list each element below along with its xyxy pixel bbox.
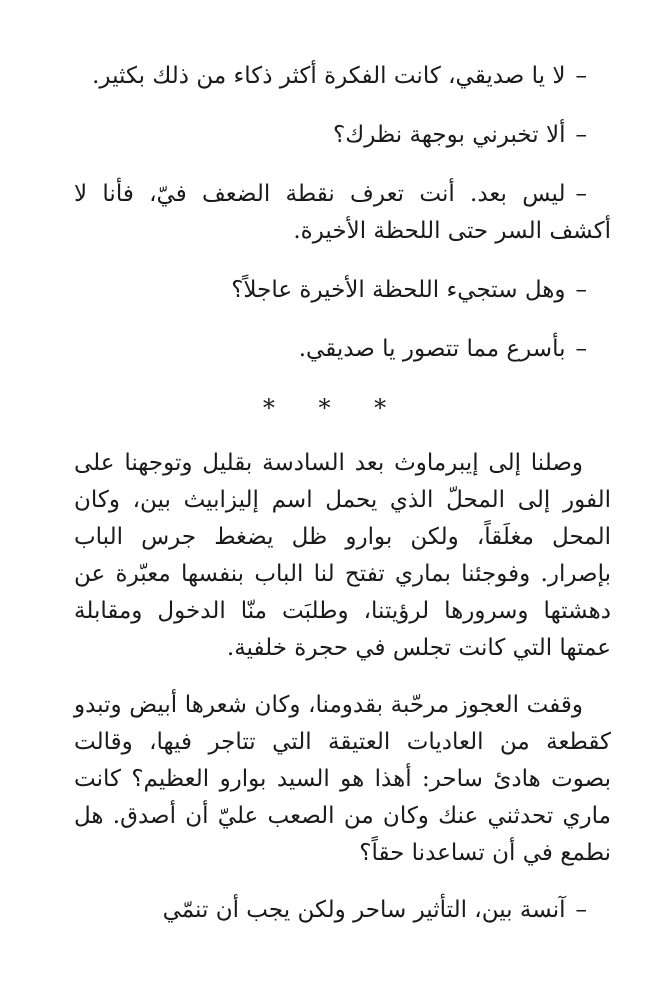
section-separator: * * * [262, 394, 405, 422]
paragraph-1: وصلنا إلى إيبرماوث بعد السادسة بقليل وتوجهنا على الفور إلى المحلّ الذي يحمل اسم إليزابيث بين، وكان المحل مغلَقاً، ولكن بوارو ظل يضغط جرس الباب بإصرار. وفوجئنا بماري تفتح لنا الباب بنفسها معبّرة عن دهشتها وسرورها لرؤيتنا، وطلبَت منّا الدخول ومقابلة عمتها التي كانت تجلس في حجرة خلفية. [74, 450, 611, 661]
dialogue-text: وهل ستجيء اللحظة الأخيرة عاجلاً؟ [231, 277, 566, 303]
dialogue-line-4 [74, 272, 611, 309]
dialogue-dash: – [575, 336, 587, 362]
dialogue-dash: – [575, 122, 587, 148]
dialogue-text: آنسة بين، التأثير ساحر ولكن يجب أن تنمّي [162, 897, 566, 923]
dialogue-dash: – [575, 181, 587, 207]
dialogue-dash: – [575, 897, 587, 923]
dialogue-line-6 [74, 892, 611, 929]
dialogue-text: ليس بعد. أنت تعرف نقطة الضعف فيّ، فأنا لا أكشف السر حتى اللحظة الأخيرة. [74, 181, 611, 244]
dialogue-line-2 [74, 117, 611, 154]
dialogue-dash: – [575, 277, 587, 303]
dialogue-line-5 [74, 331, 611, 368]
dialogue-text: بأسرع مما تتصور يا صديقي. [298, 336, 566, 362]
dialogue-text: لا يا صديقي، كانت الفكرة أكثر ذكاء من ذلك بكثير. [92, 63, 566, 89]
dialogue-line-3 [74, 176, 611, 250]
dialogue-text: ألا تخبرني بوجهة نظرك؟ [333, 122, 566, 148]
book-page [74, 58, 611, 951]
dialogue-line-1 [74, 58, 611, 95]
paragraph-2: وقفت العجوز مرحّبة بقدومنا، وكان شعرها أبيض وتبدو كقطعة من العاديات العتيقة التي تتاجر فيها، وقالت بصوت هادئ ساحر: أهذا هو السيد بوارو العظيم؟ كانت ماري تحدثني عنك وكان من الصعب عليّ أن أصدق. هل نطمع في أن تساعدنا حقاً؟ [74, 692, 611, 866]
dialogue-dash: – [575, 63, 587, 89]
